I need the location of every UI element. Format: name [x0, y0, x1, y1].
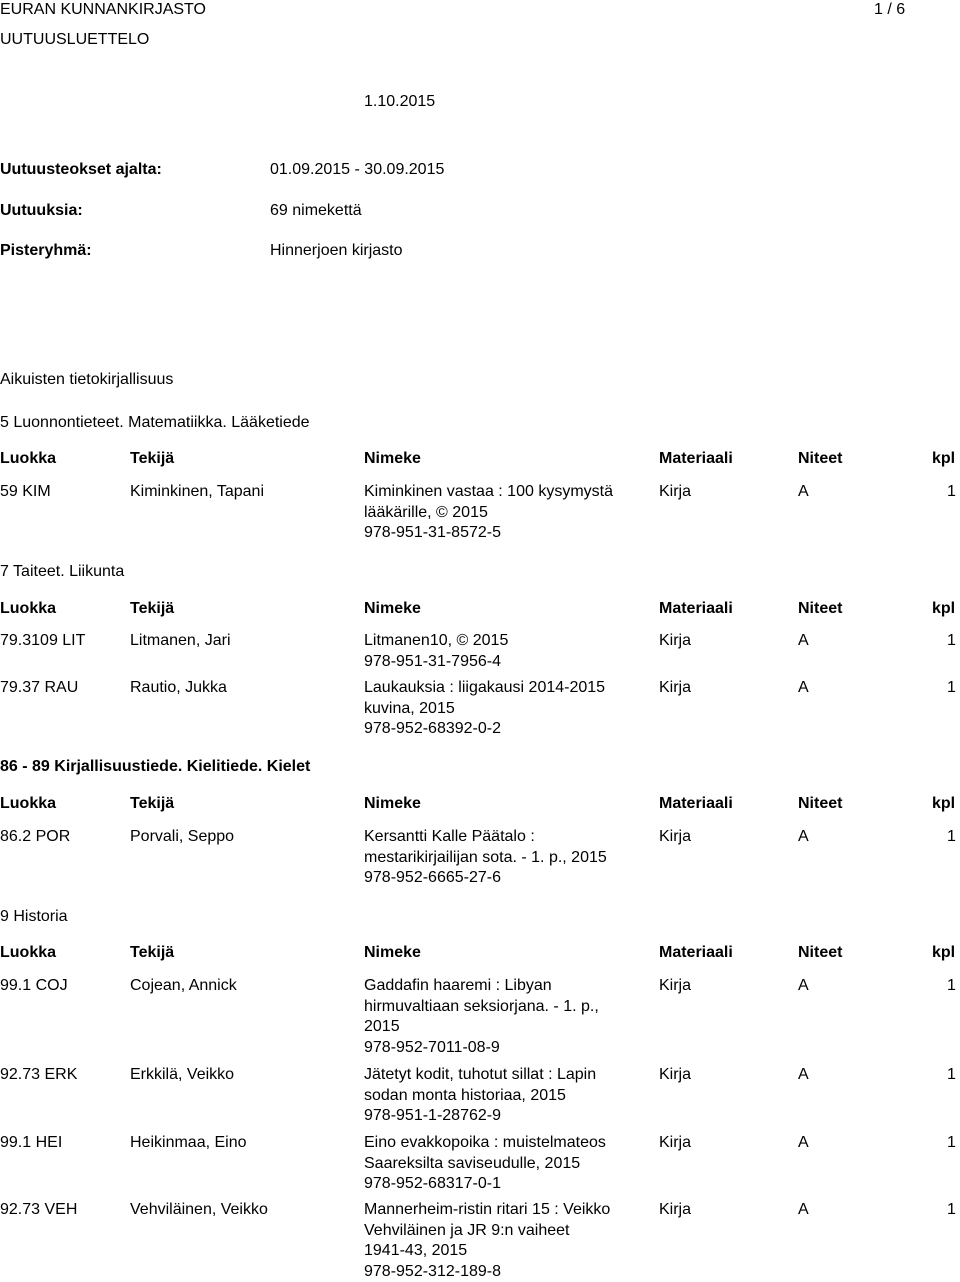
- col-nimeke: Nimeke: [364, 795, 421, 812]
- row-kpl: 1: [947, 1201, 956, 1218]
- period-label: Uutuusteokset ajalta:: [0, 161, 162, 178]
- col-tekija: Tekijä: [130, 795, 175, 812]
- col-nimeke: Nimeke: [364, 944, 421, 961]
- row-luokka: 59 KIM: [0, 483, 51, 500]
- col-tekija: Tekijä: [130, 944, 175, 961]
- row-niteet: A: [798, 828, 809, 845]
- list-title: UUTUUSLUETTELO: [0, 31, 150, 48]
- row-luokka: 99.1 COJ: [0, 977, 68, 994]
- row-kpl: 1: [947, 483, 956, 500]
- row-isbn: 978-952-68317-0-1: [364, 1175, 501, 1192]
- period-value: 01.09.2015 - 30.09.2015: [270, 161, 445, 178]
- row-kpl: 1: [947, 679, 956, 696]
- count-value: 69 nimekettä: [270, 202, 362, 219]
- row-isbn: 978-952-68392-0-2: [364, 720, 501, 737]
- row-nimeke: Litmanen10, © 2015: [364, 632, 509, 649]
- row-materiaali: Kirja: [659, 679, 692, 696]
- col-niteet: Niteet: [798, 600, 843, 617]
- col-kpl: kpl: [932, 944, 956, 961]
- col-nimeke: Nimeke: [364, 600, 421, 617]
- row-nimeke: Jätetyt kodit, tuhotut sillat : Lapin sodan monta historiaa, 2015: [364, 1066, 597, 1104]
- row-tekija: Porvali, Seppo: [130, 828, 235, 845]
- row-nimeke: Mannerheim-ristin ritari 15 : Veikko Vehviläinen ja JR 9:n vaiheet 1941-43, 2015: [364, 1201, 611, 1259]
- row-isbn: 978-952-6665-27-6: [364, 869, 501, 886]
- row-tekija: Kiminkinen, Tapani: [130, 483, 265, 500]
- count-label: Uutuuksia:: [0, 202, 83, 219]
- row-luokka: 99.1 HEI: [0, 1134, 63, 1151]
- row-isbn: 978-952-7011-08-9: [364, 1039, 500, 1056]
- col-niteet: Niteet: [798, 944, 843, 961]
- section-title: 7 Taiteet. Liikunta: [0, 563, 125, 580]
- row-materiaali: Kirja: [659, 632, 692, 649]
- col-materiaali: Materiaali: [659, 600, 733, 617]
- row-isbn: 978-951-31-7956-4: [364, 653, 501, 670]
- row-tekija: Vehviläinen, Veikko: [130, 1201, 268, 1218]
- row-niteet: A: [798, 679, 809, 696]
- group-value: Hinnerjoen kirjasto: [270, 242, 403, 259]
- col-luokka: Luokka: [0, 600, 57, 617]
- row-nimeke: Eino evakkopoika : muistelmateos Saareksilta saviseudulle, 2015: [364, 1134, 606, 1172]
- row-luokka: 86.2 POR: [0, 828, 71, 845]
- row-materiaali: Kirja: [659, 483, 692, 500]
- section-title: 9 Historia: [0, 908, 68, 925]
- row-nimeke: Kersantti Kalle Päätalo : mestarikirjailijan sota. - 1. p., 2015: [364, 828, 607, 866]
- col-luokka: Luokka: [0, 944, 57, 961]
- col-kpl: kpl: [932, 795, 956, 812]
- group-label: Pisteryhmä:: [0, 242, 92, 259]
- col-tekija: Tekijä: [130, 450, 175, 467]
- row-kpl: 1: [947, 632, 956, 649]
- row-nimeke: Gaddafin haaremi : Libyan hirmuvaltiaan seksiorjana. - 1. p., 2015: [364, 977, 599, 1035]
- col-nimeke: Nimeke: [364, 450, 421, 467]
- row-kpl: 1: [947, 1134, 956, 1151]
- row-kpl: 1: [947, 1066, 956, 1083]
- row-kpl: 1: [947, 828, 956, 845]
- row-materiaali: Kirja: [659, 1201, 692, 1218]
- col-niteet: Niteet: [798, 450, 843, 467]
- row-niteet: A: [798, 1066, 809, 1083]
- col-kpl: kpl: [932, 600, 956, 617]
- col-materiaali: Materiaali: [659, 795, 733, 812]
- row-luokka: 92.73 VEH: [0, 1201, 78, 1218]
- report-date: 1.10.2015: [364, 93, 436, 110]
- row-tekija: Rautio, Jukka: [130, 679, 227, 696]
- row-niteet: A: [798, 483, 809, 500]
- row-niteet: A: [798, 1201, 809, 1218]
- category-heading: Aikuisten tietokirjallisuus: [0, 371, 174, 388]
- row-tekija: Litmanen, Jari: [130, 632, 231, 649]
- row-nimeke: Kiminkinen vastaa : 100 kysymystä lääkärille, © 2015: [364, 483, 613, 521]
- section-title: 86 - 89 Kirjallisuustiede. Kielitiede. Kielet: [0, 758, 311, 775]
- row-materiaali: Kirja: [659, 1134, 692, 1151]
- col-materiaali: Materiaali: [659, 450, 733, 467]
- row-nimeke: Laukauksia : liigakausi 2014-2015 kuvina, 2015: [364, 679, 606, 717]
- row-luokka: 79.37 RAU: [0, 679, 79, 696]
- page-number: 1 / 6: [874, 1, 906, 18]
- row-tekija: Heikinmaa, Eino: [130, 1134, 247, 1151]
- col-luokka: Luokka: [0, 795, 57, 812]
- row-tekija: Cojean, Annick: [130, 977, 237, 994]
- col-tekija: Tekijä: [130, 600, 175, 617]
- row-materiaali: Kirja: [659, 1066, 692, 1083]
- row-niteet: A: [798, 1134, 809, 1151]
- row-niteet: A: [798, 632, 809, 649]
- row-luokka: 92.73 ERK: [0, 1066, 78, 1083]
- row-isbn: 978-952-312-189-8: [364, 1263, 501, 1280]
- col-niteet: Niteet: [798, 795, 843, 812]
- col-luokka: Luokka: [0, 450, 57, 467]
- row-isbn: 978-951-31-8572-5: [364, 524, 501, 541]
- row-isbn: 978-951-1-28762-9: [364, 1107, 501, 1124]
- section-title: 5 Luonnontieteet. Matematiikka. Lääketiede: [0, 414, 310, 431]
- row-materiaali: Kirja: [659, 828, 692, 845]
- row-luokka: 79.3109 LIT: [0, 632, 86, 649]
- col-kpl: kpl: [932, 450, 956, 467]
- row-materiaali: Kirja: [659, 977, 692, 994]
- row-niteet: A: [798, 977, 809, 994]
- row-kpl: 1: [947, 977, 956, 994]
- col-materiaali: Materiaali: [659, 944, 733, 961]
- library-name: EURAN KUNNANKIRJASTO: [0, 1, 206, 18]
- row-tekija: Erkkilä, Veikko: [130, 1066, 235, 1083]
